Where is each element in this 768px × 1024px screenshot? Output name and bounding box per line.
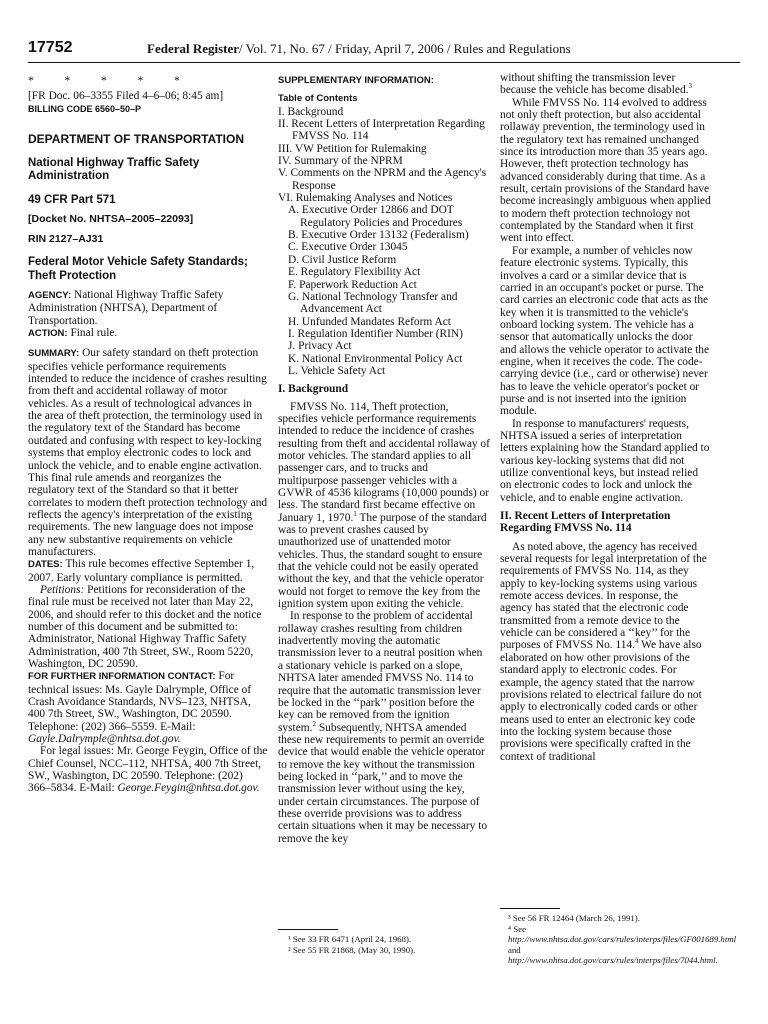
dates-text: This rule becomes effective September 1, 2007. Early voluntary compliance is permitted. (28, 558, 255, 584)
toc-subitem[interactable]: A. Executive Order 12866 and DOT Regulatory Policies and Procedures (288, 204, 463, 229)
toc-item[interactable]: II. Recent Letters of Interpretation Regarding FMVSS No. 114 (278, 118, 485, 143)
paragraph-text: FMVSS No. 114, Theft protection, specifies vehicle performance requirements intended to reduce the incidence of crashes resulting from theft and accidental rollaway of motor vehicles. The standard applies to all passenger cars, and to trucks and multipurpose passenger vehicles with a GVWR of 4536 kilograms (10,000 pounds) or less. The standard first became effective on January 1, 1970. (278, 400, 490, 524)
legal-contact-block (28, 745, 268, 794)
toc-item[interactable]: III. VW Petition for Rulemaking (278, 142, 427, 155)
footnote-rule (500, 908, 560, 909)
footnote-ref[interactable]: 4 (635, 637, 639, 646)
table-of-contents (278, 106, 490, 378)
action-text: Final rule. (70, 327, 118, 340)
footnote: ² See 55 FR 21868, (May 30, 1990). (288, 944, 416, 955)
toc-subitem[interactable]: D. Civil Justice Reform (288, 253, 397, 266)
page-number: 17752 (28, 39, 73, 56)
petitions-block (28, 584, 268, 670)
toc-subitem[interactable]: B. Executive Order 13132 (Federalism) (288, 229, 469, 242)
paragraph-text: In response to the problem of accidental rollaway crashes resulting from children inadvertently moving the automatic transmission lever to a neutral position when a stationary vehicle is parked on a slope, NHTSA later amended FMVSS No. 114 to require that the automatic transmission lever be locked in the ‘‘park’’ position before the key can be removed from the ignition system. (278, 610, 483, 734)
toc-subitem[interactable]: J. Privacy Act (288, 340, 352, 353)
summary-text: Our safety standard on theft protection specifies vehicle performance requirements intended to reduce the incidence of crashes resulting from theft and accidental rollaway of motor vehicles. As a result of technological advances in the area of theft protection, the terminology used in the regulatory text of the Standard has become outdated and confusing with respect to key-locking systems that employ electronic codes to lock and unlock the vehicle, and to enable engine activation. This final rule amends and reorganizes the regulatory text of the Standard so that it better correlates to modern theft protection technology and reflects the agency's interpretation of the existing requirements. The new language does not impose any new substantive requirements on vehicle manufacturers. (28, 347, 268, 558)
background-paragraph-2 (278, 610, 490, 845)
cfr-part: 49 CFR Part 571 (28, 193, 116, 206)
footnote-ref[interactable]: 1 (353, 509, 357, 518)
footnote: ¹ See 33 FR 6471 (April 24, 1968). (288, 934, 412, 944)
agency-heading: National Highway Traffic Safety Administration (28, 156, 200, 183)
footnote-link[interactable]: http://www.nhtsa.dot.gov/cars/rules/interps/files/7044.html. (508, 955, 718, 965)
paragraph-text: Subsequently, NHTSA amended these new requirements to permit an override device that would enable the vehicle operator to remove the key without the transmission being locked in ‘‘park,’’ and to move the transmission lever without using the key, under certain circumstances. The purpose of these override provisions was to address certain situations when it may be necessary to remove the key (278, 721, 488, 845)
footnote-link[interactable]: http://www.nhtsa.dot.gov/cars/rules/interps/files/GF001689.html (508, 934, 737, 944)
contact-email-link[interactable]: Gayle.Dalrymple@nhtsa.dot.gov. (28, 733, 181, 746)
separator-stars: * * * * * (28, 75, 194, 87)
petitions-text: Petitions for reconsideration of the final rule must be received not later than May 22, 2006, and should refer to this docket and the notice number of this document and be submitted to: Administrator, National Highway Traffic Safety Administration, 400 7th Street, SW., Room 5220, Washington, DC 20590. (28, 583, 262, 670)
footnote-ref[interactable]: 3 (688, 82, 692, 91)
toc-subitem[interactable]: L. Vehicle Safety Act (288, 364, 386, 377)
column-1 (28, 72, 268, 795)
action-label: ACTION: (28, 328, 68, 340)
paragraph-text: As noted above, the agency has received several requests for legal interpretation of the requirements of FMVSS No. 114, as they apply to key-locking systems using various remote access devices. In response, the agency has stated that the electronic code transmitted from a remote device to the vehicle can be considered a ‘‘key’’ for the purposes of FMVSS No. 114. (500, 540, 707, 652)
dates-label: DATES: (28, 559, 63, 571)
column-2 (278, 72, 490, 845)
footnote-text: and (508, 944, 521, 955)
fr-doc-line: [FR Doc. 06–3355 Filed 4–6–06; 8:45 am] (28, 90, 224, 103)
paragraph: In response to manufacturers' requests, NHTSA issued a series of interpretation letters explaining how the Standard applied to various key-locking systems that did not utilize conventional keys, but instead relied on electronic codes to lock and unlock the vehicle, and to enable engine activation. (500, 417, 710, 504)
toc-subitem[interactable]: C. Executive Order 13045 (288, 241, 408, 254)
section-heading-interpretation: II. Recent Letters of Interpretation Regarding FMVSS No. 114 (500, 510, 671, 535)
footnote-rule (278, 929, 338, 930)
paragraph: While FMVSS No. 114 evolved to address not only theft protection, but also accidental rollaway prevention, the terminology used in the regulatory text has remained unchanged since its introduction more than 35 years ago. However, theft protection technology has advanced considerably during that time. As a result, certain provisions of the Standard have become increasingly ambiguous when applied to modern theft protection technology not contemplated by the Standard when it first went into effect. (500, 96, 711, 245)
legal-text: For legal issues: Mr. George Feygin, Office of the Chief Counsel, NCC–112, NHTSA, 400 7th Street, SW., Washington, DC 20590. Telephone: (202) 366–5834. E-Mail: (28, 745, 268, 795)
toc-subitem[interactable]: I. Regulation Identifier Number (RIN) (288, 327, 463, 340)
agency-text: National Highway Traffic Safety Administration (NHTSA), Department of Transportation. (28, 289, 224, 327)
toc-subitem[interactable]: H. Unfunded Mandates Reform Act (288, 315, 451, 328)
footnotes-col-3 (508, 913, 737, 966)
docket-number: [Docket No. NHTSA–2005–22093] (28, 213, 194, 226)
toc-title: Table of Contents (278, 93, 358, 105)
footnote-ref[interactable]: 2 (312, 719, 316, 728)
toc-item[interactable]: IV. Summary of the NPRM (278, 155, 403, 168)
footnote: ³ See 56 FR 12464 (March 26, 1991). (508, 913, 640, 923)
rin-number: RIN 2127–AJ31 (28, 232, 104, 245)
department-heading: DEPARTMENT OF TRANSPORTATION (28, 132, 244, 147)
contact-text: For technical issues: Ms. Gayle Dalrymple, Office of Crash Avoidance Standards, NVS–123, NHTSA, 400 7th Street, SW., Washington, DC 20590. Telephone: (202) 366–5559. E-Mail: (28, 670, 252, 733)
column-3 (500, 72, 711, 763)
action-block (28, 327, 268, 340)
paragraph-continued (500, 72, 711, 97)
petitions-label: Petitions: (40, 583, 85, 596)
summary-block (28, 347, 268, 558)
toc-subitem[interactable]: F. Paperwork Reduction Act (288, 278, 417, 291)
footnote-text: ⁴ See (508, 923, 526, 934)
toc-subitem[interactable]: K. National Environmental Policy Act (288, 352, 463, 365)
paragraph (500, 541, 711, 763)
paragraph-text: without shifting the transmission lever because the vehicle has become disabled. (500, 72, 689, 97)
toc-subitem[interactable]: E. Regulatory Flexibility Act (288, 266, 421, 279)
running-header (28, 38, 740, 63)
supplementary-label: SUPPLEMENTARY INFORMATION: (278, 75, 434, 86)
rule-title: Federal Motor Vehicle Safety Standards; Theft Protection (28, 256, 248, 282)
paragraph-text: The purpose of the standard was to prevent crashes caused by unauthorized use of unattended motor vehicles. Thus, the standard sought to ensure that the vehicle could not be easily operated without the key, and that the vehicle operator would not forget to remove the key from the ignition system upon exiting the vehicle. (278, 511, 487, 611)
issue-info: / Vol. 71, No. 67 / Friday, April 7, 2006 / Rules and Regulations (239, 41, 571, 56)
agency-label: AGENCY: (28, 290, 72, 302)
billing-code: BILLING CODE 6560–50–P (28, 103, 142, 114)
paragraph-text: We have also elaborated on how other provisions of the standard apply to electronic codes. For example, the agency stated that the narrow provisions related to electrical failure do not apply to electronically coded cards or other means used to enter an electronic key code into the locking system because those provisions were specifically crafted in the context of traditional (500, 639, 702, 763)
contact-block (28, 670, 268, 745)
footnote (508, 923, 737, 966)
toc-item[interactable]: I. Background (278, 105, 344, 118)
toc-subitem[interactable]: G. National Technology Transfer and Advancement Act (288, 290, 458, 316)
dates-block (28, 558, 268, 584)
running-title (147, 41, 571, 57)
toc-item[interactable]: VI. Rulemaking Analyses and Notices (278, 192, 453, 205)
summary-label: SUMMARY: (28, 348, 80, 360)
toc-item[interactable]: V. Comments on the NPRM and the Agency's Response (278, 167, 487, 192)
section-heading-background: I. Background (278, 383, 349, 396)
background-paragraph-1 (278, 401, 490, 611)
paragraph: For example, a number of vehicles now feature electronic systems. Typically, this involves a card or a similar device that is carried in an occupant's pocket or purse. The card carries an electronic code that acts as the key when it is transmitted to the vehicle's onboard locking system. The vehicle has a sensor that automatically unlocks the door and allows the vehicle operator to activate the engine, when it receives the code. The code-carrying device (i.e., card or otherwise) never has to leave the vehicle operator's pocket or purse and is not inserted into the ignition module. (500, 244, 710, 418)
footnotes-col-2 (288, 934, 490, 955)
contact-label: FOR FURTHER INFORMATION CONTACT: (28, 671, 216, 683)
publication-name: Federal Register (147, 41, 240, 56)
legal-email-link[interactable]: George.Feygin@nhtsa.dot.gov. (117, 782, 260, 795)
agency-block (28, 289, 268, 327)
